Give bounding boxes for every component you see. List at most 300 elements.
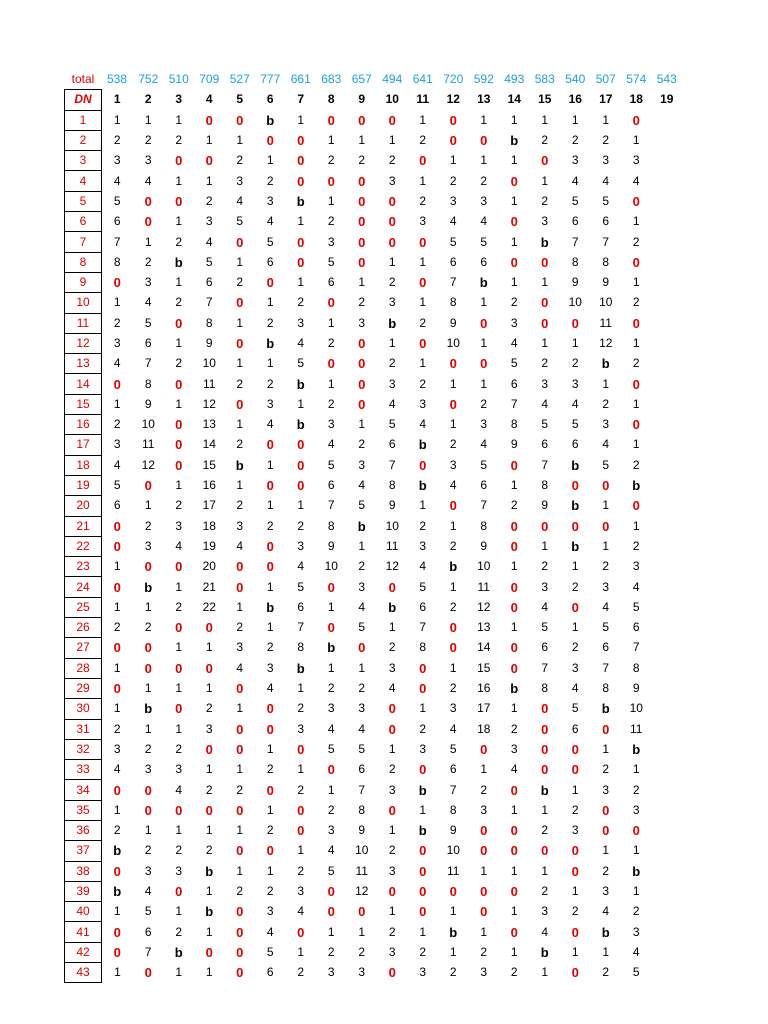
total-cell: 538 [106,72,128,87]
data-cell: 0 [266,538,274,554]
table-row [65,212,683,232]
data-cell: 1 [266,579,274,594]
data-cell: 2 [632,538,640,553]
data-cell: 2 [449,681,457,696]
data-cell: 10 [385,518,399,533]
data-cell: 8 [113,254,121,269]
data-cell: 5 [327,254,335,269]
data-cell: 2 [510,295,518,310]
data-cell: 18 [202,518,216,533]
data-cell: 1 [175,904,183,919]
data-cell: 6 [113,214,121,229]
data-cell: 2 [144,620,152,635]
data-cell: 1 [480,924,488,939]
data-cell: 1 [236,133,244,148]
data-cell: 1 [510,701,518,716]
data-cell: 0 [236,234,244,250]
data-cell: 1 [297,843,305,858]
data-cell: 5 [113,193,121,208]
row-number: 35 [65,800,102,820]
data-cell: 0 [297,823,305,839]
data-cell: 0 [358,112,366,128]
data-cell: 8 [541,478,549,493]
data-cell: 1 [175,214,183,229]
data-cell: 1 [205,133,213,148]
data-cell: 0 [266,701,274,717]
table-row [65,415,683,435]
table-row [65,557,683,577]
data-cell: 1 [358,275,366,290]
data-cell: 0 [266,437,274,453]
data-cell: 3 [480,417,488,432]
total-cell: 661 [290,72,311,87]
data-cell: 0 [388,721,396,737]
data-cell: 0 [419,762,427,778]
data-cell: 8 [449,802,457,817]
row-number: 17 [65,435,102,455]
data-cell: 3 [266,396,274,411]
column-header: 4 [205,92,213,107]
data-cell: 0 [113,944,121,960]
data-cell: 0 [358,173,366,189]
data-cell: 11 [203,376,216,391]
data-cell: 0 [175,153,183,169]
data-cell: 0 [236,904,244,920]
data-cell: 0 [510,579,518,595]
data-cell: 2 [236,782,244,797]
data-cell: 4 [602,173,610,188]
data-cell: 0 [602,823,610,839]
data-cell: 12 [385,559,399,574]
data-cell: 1 [571,112,579,127]
data-cell: 2 [266,376,274,391]
data-cell: 2 [144,741,152,756]
data-cell: 0 [205,944,213,960]
data-cell: 0 [571,924,579,940]
data-cell: 21 [202,579,216,594]
data-cell: 6 [358,762,366,777]
data-cell: 0 [144,478,152,494]
total-cell: 641 [412,72,433,87]
data-cell: 8 [510,417,518,432]
data-cell: 3 [480,965,488,980]
data-cell: 2 [236,620,244,635]
data-cell: 1 [358,538,366,553]
data-cell: 1 [388,620,396,635]
data-cell: 0 [297,153,305,169]
table-row [65,435,683,455]
data-cell: 6 [113,498,121,513]
data-cell: 6 [205,275,213,290]
data-cell: 3 [480,802,488,817]
data-cell: 11 [447,863,460,878]
data-cell: 0 [510,538,518,554]
data-cell: 1 [419,924,427,939]
data-cell: 2 [297,701,305,716]
data-cell: 4 [571,173,579,188]
data-cell: 3 [571,376,579,391]
row-number: 15 [65,394,102,414]
data-cell: 11 [477,579,490,594]
data-cell: 7 [297,620,305,635]
data-cell: 1 [419,701,427,716]
data-cell: 1 [358,660,366,675]
data-cell: 0 [602,721,610,737]
data-cell: b [479,275,488,291]
data-cell: 0 [571,741,579,757]
table-row [65,739,683,759]
data-cell: 2 [541,356,549,371]
data-cell: 1 [236,863,244,878]
data-cell: 5 [113,478,121,493]
data-cell: 1 [205,884,213,899]
data-cell: 5 [388,417,396,432]
data-cell: 2 [297,965,305,980]
data-cell: 4 [419,559,427,574]
table-row [65,577,683,597]
total-cell: 540 [565,72,586,87]
data-cell: 2 [510,721,518,736]
data-cell: 1 [144,823,152,838]
data-cell: 1 [113,660,121,675]
column-header: 13 [477,92,491,107]
data-cell: b [571,457,580,473]
column-header: 11 [416,92,430,107]
data-cell: 0 [236,681,244,697]
data-cell: 3 [602,417,610,432]
data-cell: 8 [449,295,457,310]
data-cell: 3 [571,660,579,675]
table-row [65,272,683,292]
data-cell: 0 [419,275,427,291]
data-cell: 18 [477,721,491,736]
data-cell: 3 [175,518,183,533]
data-cell: 8 [602,681,610,696]
data-cell: 3 [297,315,305,330]
total-cell: 777 [260,72,281,87]
data-cell: 0 [266,559,274,575]
table-row [65,881,683,901]
data-cell: 0 [113,518,121,534]
data-cell: 1 [327,376,335,391]
data-cell: 7 [113,234,121,249]
data-cell: 2 [236,153,244,168]
data-cell: 0 [266,721,274,737]
data-cell: 4 [144,884,152,899]
data-cell: 9 [449,315,457,330]
data-cell: 4 [297,559,305,574]
data-cell: 3 [602,884,610,899]
data-cell: 0 [175,376,183,392]
data-cell: 0 [236,843,244,859]
data-cell: 0 [358,234,366,250]
data-cell: 1 [541,802,549,817]
data-cell: 1 [541,112,549,127]
data-cell: 1 [449,376,457,391]
data-cell: 0 [236,112,244,128]
data-cell: 1 [358,924,366,939]
data-cell: 0 [327,884,335,900]
data-cell: b [205,863,214,879]
totals-row [65,70,683,90]
data-cell: 22 [202,599,216,614]
data-cell: 1 [327,660,335,675]
data-cell: 8 [388,478,396,493]
data-cell: 3 [510,741,518,756]
data-cell: 0 [175,701,183,717]
row-number: 27 [65,638,102,658]
data-cell: 0 [632,417,640,433]
data-cell: 2 [449,599,457,614]
data-cell: 1 [175,112,183,127]
data-cell: 7 [510,396,518,411]
data-cell: b [144,701,153,717]
data-cell: 2 [205,193,213,208]
total-cell: 752 [138,72,159,87]
data-cell: 3 [327,823,335,838]
data-cell: 1 [510,802,518,817]
data-cell: 2 [266,518,274,533]
data-cell: b [418,823,427,839]
data-cell: 2 [327,802,335,817]
data-cell: 1 [541,336,549,350]
data-cell: 0 [449,133,457,149]
data-cell: 3 [144,153,152,168]
data-cell: 1 [297,275,305,290]
total-cell: 720 [443,72,464,87]
data-cell: 5 [297,579,305,594]
data-cell: b [327,640,336,656]
data-cell: b [418,437,427,453]
dn-header: DN [65,90,102,110]
column-header: 19 [660,92,674,107]
data-cell: 2 [480,173,488,188]
data-cell: 0 [358,336,366,351]
row-number: 30 [65,699,102,719]
total-label: total [71,72,95,87]
data-cell: 12 [141,457,155,472]
data-cell: 2 [358,153,366,168]
data-cell: 0 [297,741,305,757]
data-cell: 0 [327,112,335,128]
data-cell: 3 [266,193,274,208]
data-cell: 1 [113,701,121,716]
data-cell: 1 [632,843,640,858]
data-cell: 1 [266,295,274,310]
data-cell: 3 [632,153,640,168]
data-cell: 3 [144,275,152,290]
data-cell: 2 [297,863,305,878]
data-cell: 4 [266,214,274,229]
data-cell: 1 [602,843,610,858]
data-cell: 6 [266,254,274,269]
data-cell: 3 [419,965,427,980]
data-cell: 0 [510,173,518,189]
column-header: 12 [446,92,460,107]
data-cell: 2 [236,498,244,513]
data-cell: 4 [541,396,549,411]
row-number: 6 [65,212,102,232]
row-number: 7 [65,232,102,252]
data-cell: 4 [388,396,396,411]
data-cell: 0 [358,193,366,209]
data-cell: b [540,944,549,960]
data-cell: 7 [480,498,488,513]
data-cell: 19 [202,538,216,553]
data-cell: 1 [632,518,640,533]
data-cell: 5 [358,741,366,756]
data-cell: 1 [388,741,396,756]
row-number: 4 [65,171,102,191]
data-cell: 6 [571,214,579,229]
data-cell: 3 [327,965,335,980]
total-cell: 543 [656,72,677,87]
data-cell: 3 [358,965,366,980]
data-cell: 5 [449,234,457,249]
data-cell: 0 [571,599,579,615]
data-cell: 5 [266,944,274,959]
data-cell: 0 [449,356,457,372]
data-cell: 0 [144,965,152,981]
table-row [65,719,683,739]
total-cell: 493 [504,72,525,87]
data-cell: 1 [266,802,274,817]
data-cell: 5 [144,904,152,919]
data-cell: 1 [205,762,213,777]
table-row [65,333,683,353]
data-cell: 0 [266,843,274,859]
data-cell: 1 [175,478,183,493]
data-cell: 0 [236,559,244,575]
data-cell: 0 [236,965,244,981]
data-cell: 2 [297,782,305,797]
data-cell: 0 [419,234,427,250]
data-cell: 7 [571,234,579,249]
row-number: 36 [65,820,102,840]
data-cell: 0 [175,417,183,433]
data-cell: 3 [266,904,274,919]
data-cell: 0 [327,620,335,636]
row-number: 38 [65,861,102,881]
data-cell: 3 [297,721,305,736]
data-cell: b [174,944,183,960]
data-cell: 1 [236,478,244,493]
table-row [65,191,683,211]
row-number: 28 [65,658,102,678]
data-cell: 1 [510,904,518,919]
data-cell: 1 [510,944,518,959]
data-cell: 3 [632,559,640,574]
data-cell: 6 [266,965,274,980]
data-cell: 1 [419,173,427,188]
data-cell: 2 [358,559,366,574]
data-cell: 2 [571,802,579,817]
table-row [65,293,683,313]
data-cell: 0 [571,863,579,879]
data-cell: 2 [358,681,366,696]
table-row [65,963,683,983]
data-cell: 4 [632,579,640,594]
data-cell: b [296,660,305,676]
data-cell: 1 [510,559,518,574]
data-cell: 3 [327,234,335,249]
data-cell: 1 [541,965,549,980]
data-cell: 0 [510,782,518,798]
data-cell: 4 [358,478,366,493]
data-cell: 3 [327,701,335,716]
data-cell: 0 [266,782,274,798]
data-cell: 13 [202,417,216,432]
data-cell: 0 [449,498,457,514]
data-cell: 0 [113,376,121,392]
table-row [65,354,683,374]
data-cell: 0 [358,396,366,412]
data-cell: 3 [449,701,457,716]
data-cell: 8 [571,254,579,269]
data-cell: 3 [388,660,396,675]
data-cell: 0 [297,133,305,149]
data-cell: 0 [175,193,183,209]
data-cell: 12 [355,884,369,899]
data-cell: 1 [205,823,213,838]
data-cell: 2 [541,823,549,838]
data-cell: 0 [510,254,518,270]
data-cell: 3 [602,782,610,797]
data-cell: 0 [358,904,366,920]
data-cell: 2 [571,640,579,655]
data-cell: 2 [236,376,244,391]
data-cell: 1 [541,538,549,553]
data-cell: 1 [449,579,457,594]
data-cell: 2 [175,498,183,513]
data-cell: 2 [175,295,183,310]
data-cell: 0 [541,721,549,737]
row-number: 37 [65,841,102,861]
data-cell: 0 [632,498,640,514]
data-cell: 2 [327,396,335,411]
column-header: 15 [538,92,552,107]
data-cell: 3 [510,315,518,330]
data-cell: 1 [113,802,121,817]
data-cell: 7 [327,498,335,513]
data-cell: 0 [510,214,518,230]
data-cell: 3 [480,193,488,208]
data-cell: 4 [236,538,244,553]
total-cell: 709 [199,72,220,87]
data-cell: 4 [175,782,183,797]
row-number: 29 [65,678,102,698]
data-cell: 2 [419,193,427,208]
data-cell: 1 [205,640,213,655]
data-cell: 7 [449,782,457,797]
data-cell: 10 [202,356,216,371]
data-cell: 0 [419,843,427,859]
data-cell: 1 [632,133,640,148]
data-cell: 1 [297,498,305,513]
data-cell: 1 [297,944,305,959]
data-cell: 3 [388,376,396,391]
data-cell: 1 [236,254,244,269]
data-cell: 4 [297,904,305,919]
data-cell: 7 [144,356,152,371]
data-cell: 1 [510,620,518,635]
data-cell: 0 [236,396,244,412]
data-cell: b [418,478,427,494]
data-cell: 0 [602,478,610,494]
data-cell: 1 [175,681,183,696]
data-cell: 1 [327,193,335,208]
data-cell: 2 [419,518,427,533]
